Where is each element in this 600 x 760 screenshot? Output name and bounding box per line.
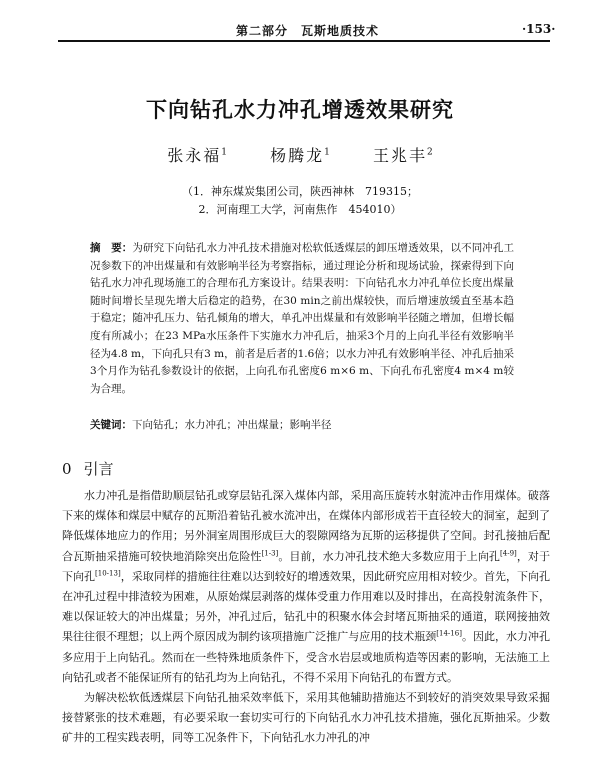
section-number: 0 <box>62 460 72 478</box>
section-heading <box>62 458 114 479</box>
running-header <box>0 0 600 44</box>
paragraph <box>62 486 550 688</box>
body-text <box>62 486 550 749</box>
author <box>270 146 330 165</box>
citation: [1-3] <box>261 548 279 557</box>
author-affiliation-mark: 2 <box>426 147 433 158</box>
author <box>373 146 433 165</box>
keywords-label: 关键词： <box>90 419 132 431</box>
author-list <box>0 143 600 166</box>
citation: [10-13] <box>95 569 121 578</box>
header-page-number: ·153· <box>522 22 556 36</box>
text-run: ，采取同样的措施往往难以达到较好的增透效果，因此研究应用相对较少。首先，下向孔在冲孔过程中排渣较为困难，从原始煤层剥落的煤体受重力作用难以及时排出，在高投射流条件下，难以保证较大的冲出煤量；另外，冲孔过后，钻孔中的积聚水体会封堵瓦斯抽采的通道，联网接抽效果往往很不理想；以上两个原因成为制约该项措施广泛推广与应用的技术瓶颈 <box>62 569 551 644</box>
keywords <box>90 417 514 434</box>
citation: [14-16] <box>436 629 462 638</box>
paper-title: 下向钻孔水力冲孔增透效果研究 <box>146 97 454 122</box>
keywords-text: 下向钻孔；水力冲孔；冲出煤量；影响半径 <box>132 419 332 431</box>
paragraph: 为解决松软低透煤层下向钻孔抽采效率低下，采用其他辅助措施达不到较好的消突效果导致采掘接替紧张的技术难题，有必要采取一套切实可行的下向钻孔水力冲孔技术措施，强化瓦斯抽采。少数矿井的工程实践表明，同等工况条件下，下向钻孔水力冲孔的冲 <box>62 691 550 745</box>
text-run: ，对于下向孔 <box>62 549 551 583</box>
author <box>167 146 227 165</box>
citation: [4-9] <box>500 548 517 557</box>
abstract-label: 摘 要： <box>90 242 133 254</box>
text-run: 。目前，水力冲孔技术绝大多数应用于上向孔 <box>278 549 501 563</box>
author-affiliation-mark: 1 <box>324 147 330 158</box>
text-run: 。因此，水力冲孔多应用于上向钻孔。然而在一些特殊地质条件下，受含水岩层或地质构造等因素的影响，无法施工上向钻孔或者不能保证所有的钻孔均为上向钻孔，不得不采用下向钻孔的布置方式。 <box>62 630 551 684</box>
header-section-title: 第二部分 瓦斯地质技术 <box>236 24 380 38</box>
abstract-text: 为研究下向钻孔水力冲孔技术措施对松软低透煤层的卸压增透效果，以不同冲孔工况参数下的冲出煤量和有效影响半径为考察指标，通过理论分析和现场试验，探索得到下向钻孔水力冲孔现场施工的合理布孔方案设计。结果表明：下向钻孔水力冲孔单位长度出煤量随时间增长呈现先增大后稳定的趋势，在30 min之前出煤较快，而后增速放缓直至基本趋于稳定；随冲孔压力、钻孔倾角的增大，单孔冲出煤量和有效影响半径随之增加，但增长幅度有所减小；在23 MPa水压条件下实施水力冲孔后，抽采3个月的上向孔半径有效影响半径为4.8 m，下向孔只有3 m，前者是后者的1.6倍；以水力冲孔有效影响半径、冲孔后抽采3个月作为钻孔参数设计的依据，上向孔布孔密度6 m×6 m、下向孔布孔密度4 m×4 m较为合理。 <box>90 242 515 395</box>
text-run: 水力冲孔是指借助顺层钻孔或穿层钻孔深入煤体内部，采用高压旋转水射流冲击作用煤体。破落下来的煤体和煤层中赋存的瓦斯沿着钻孔被水流冲出，在煤体内部形成若干直径较大的洞室，起到了降低煤体地应力的作用；另外洞室周围形成巨大的裂隙网络为瓦斯的运移提供了空间。封孔接抽后配合瓦斯抽采措施可较快地消除突出危险性 <box>62 489 550 563</box>
author-name: 杨腾龙 <box>270 146 325 165</box>
header-rule <box>58 40 550 42</box>
affiliation-line: 2．河南理工大学，河南焦作 454010） <box>198 203 402 216</box>
author-affiliation-mark: 1 <box>221 147 228 158</box>
affiliation-line: （1．神东煤炭集团公司，陕西神林 719315； <box>182 185 418 198</box>
abstract <box>90 240 514 398</box>
author-name: 王兆丰 <box>372 146 427 165</box>
author-name: 张永福 <box>167 146 222 165</box>
section-title: 引言 <box>83 460 114 478</box>
